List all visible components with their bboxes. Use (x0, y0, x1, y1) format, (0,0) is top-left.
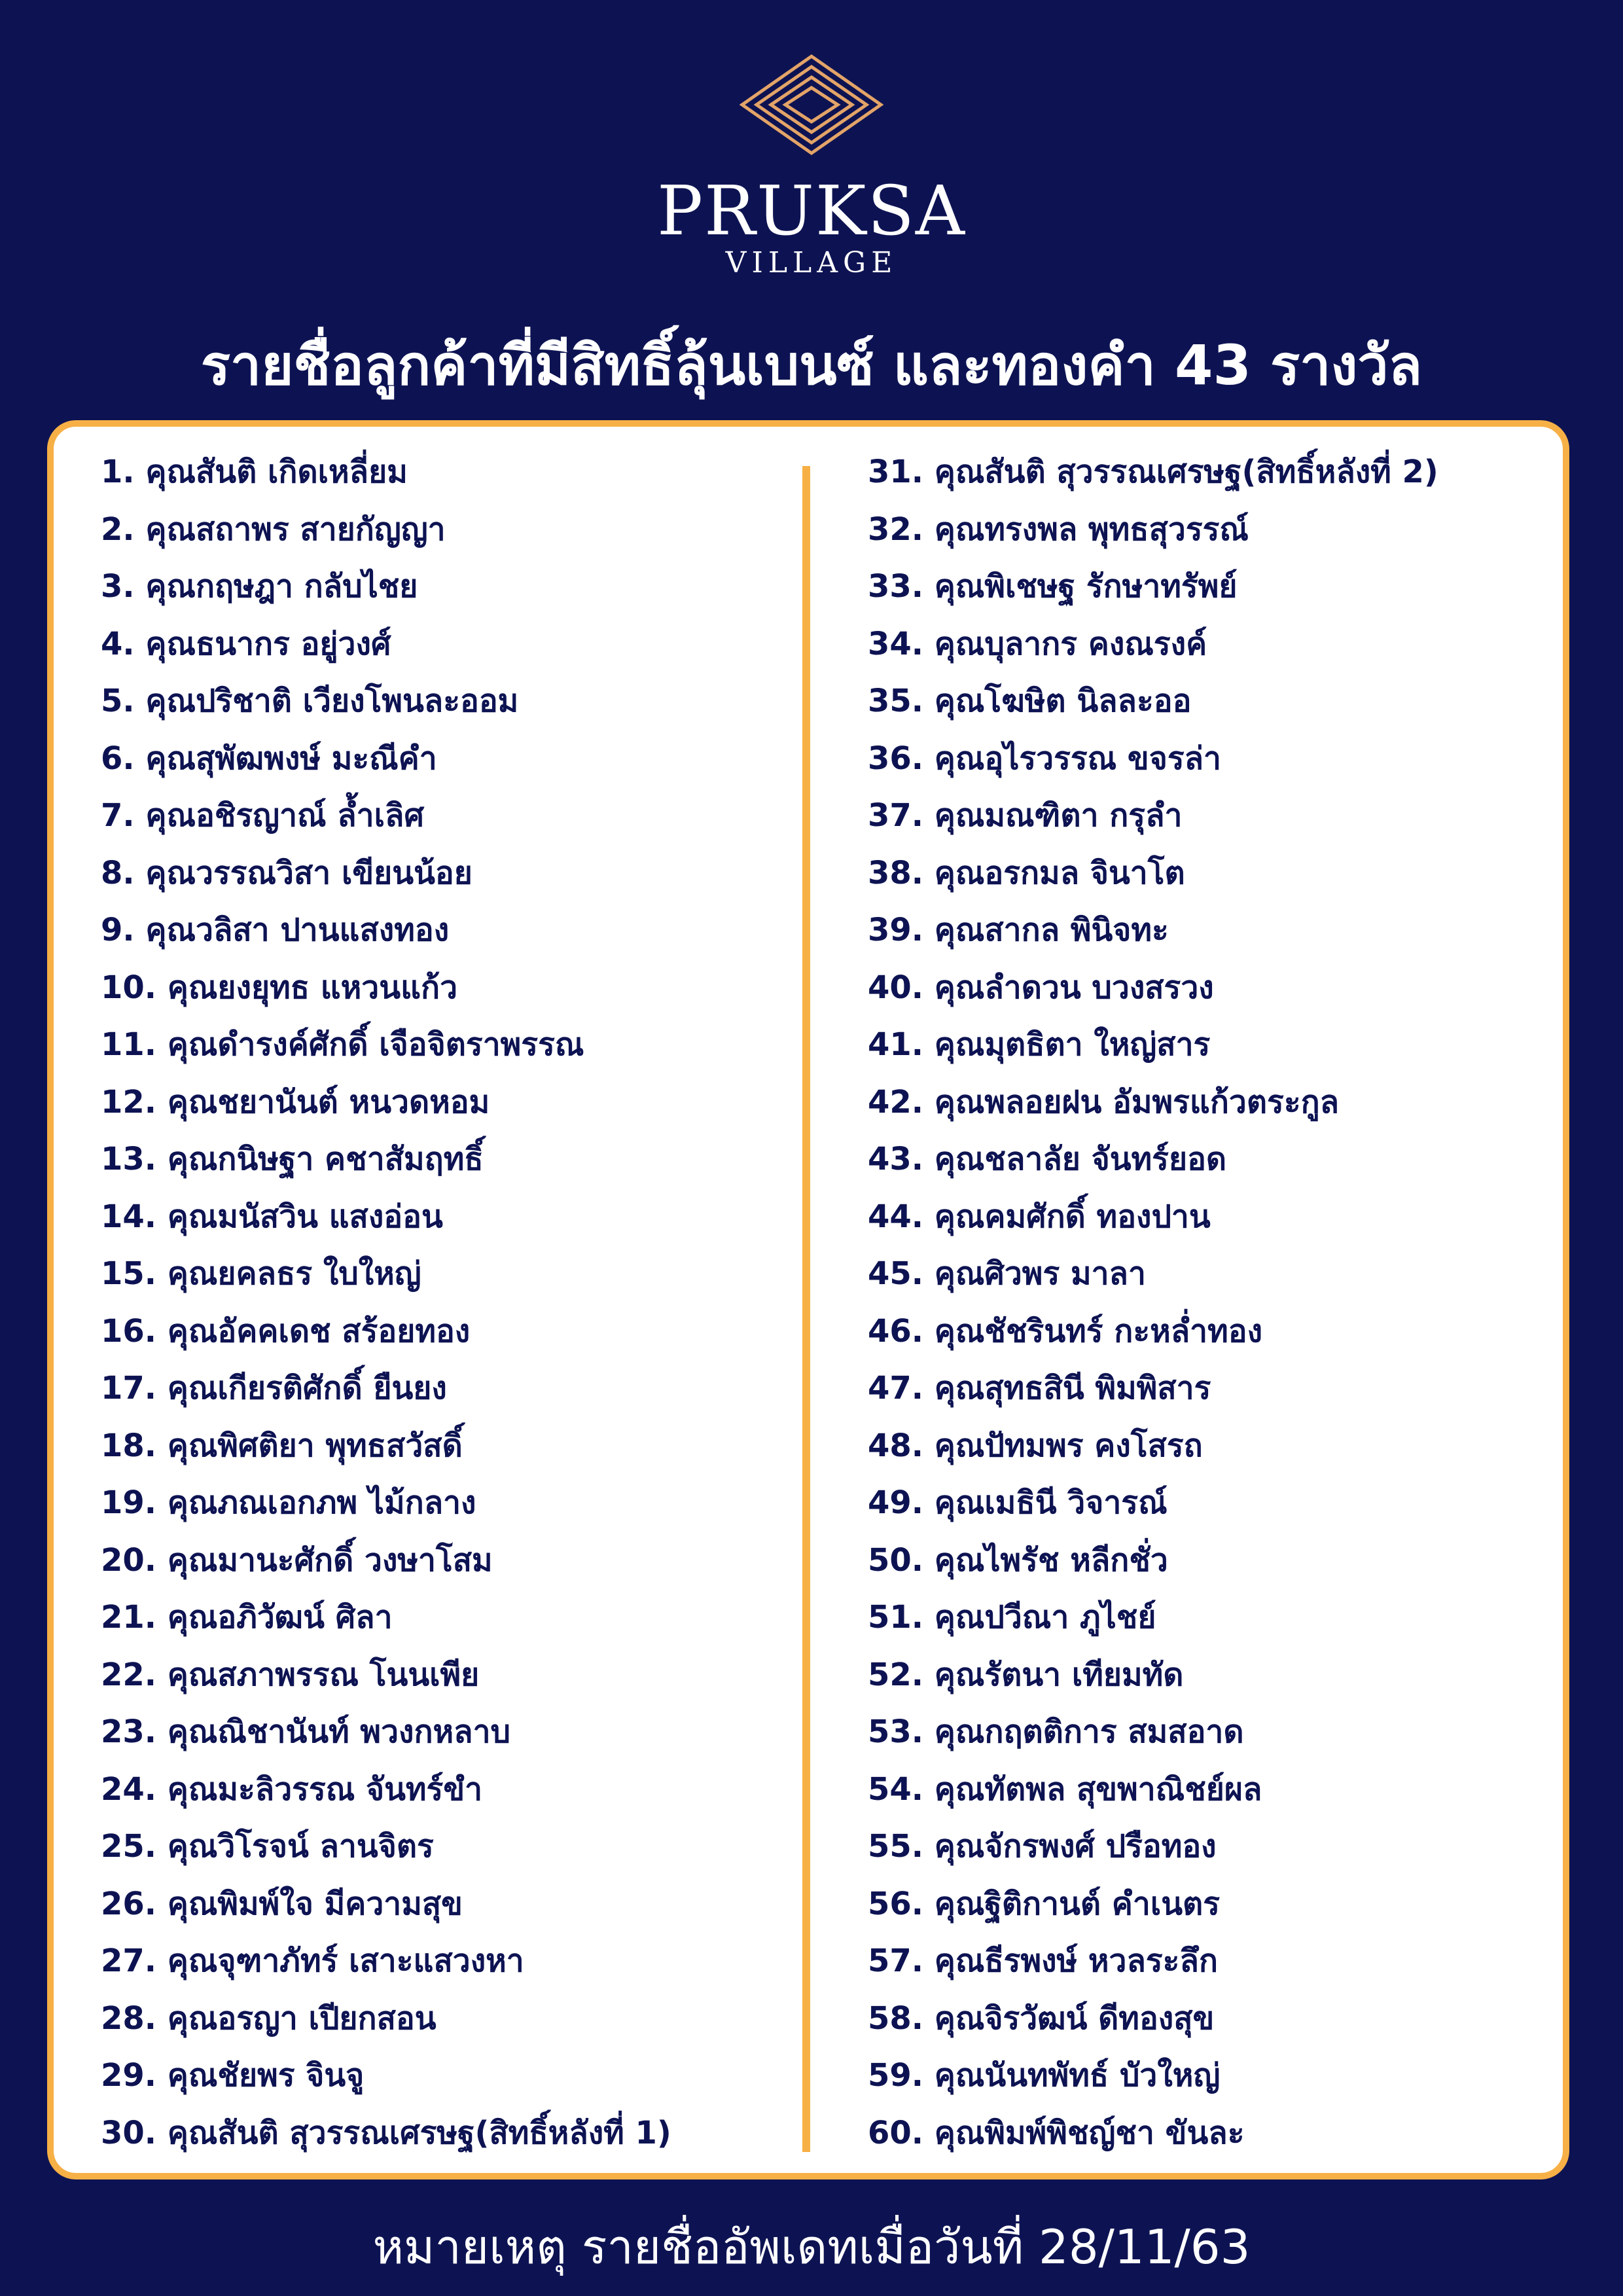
list-item: 42. คุณพลอยฝน อัมพรแก้วตระกูล (868, 1083, 1340, 1121)
list-item: 56. คุณฐิติกานต์ คำเนตร (868, 1885, 1220, 1922)
list-item: 50. คุณไพรัช หลีกชั่ว (868, 1541, 1168, 1579)
list-item: 40. คุณลำดวน บวงสรวง (868, 969, 1214, 1006)
list-item: 34. คุณบุลากร คงณรงค์ (868, 625, 1207, 662)
list-item: 23. คุณณิชานันท์ พวงกหลาบ (101, 1713, 510, 1750)
winners-list-right (868, 444, 1438, 2162)
list-item: 44. คุณคมศักดิ์ ทองปาน (868, 1198, 1211, 1235)
list-item: 39. คุณสากล พินิจทะ (868, 912, 1169, 948)
list-item: 30. คุณสันติ สุวรรณเศรษฐ(สิทธิ์หลังที่ 1) (101, 2114, 671, 2151)
diamond-emblem-icon (733, 52, 890, 157)
list-item: 10. คุณยงยุทธ แหวนแก้ว (101, 969, 458, 1006)
list-item: 60. คุณพิมพ์พิชญ์ชา ขันละ (868, 2114, 1245, 2151)
list-item: 5. คุณปริชาติ เวียงโพนละออม (101, 683, 519, 719)
list-item: 54. คุณทัตพล สุขพาณิชย์ผล (868, 1770, 1262, 1808)
list-item: 9. คุณวลิสา ปานแสงทอง (101, 912, 450, 948)
list-item: 7. คุณอชิรญาณ์ ล้ำเลิศ (101, 797, 424, 834)
list-item: 20. คุณมานะศักดิ์ วงษาโสม (101, 1541, 493, 1579)
list-item: 52. คุณรัตนา เทียมทัด (868, 1656, 1184, 1693)
brand-subtitle: VILLAGE (725, 246, 898, 279)
list-item: 18. คุณพิศติยา พุทธสวัสดิ์ (101, 1427, 463, 1464)
list-item: 16. คุณอัคคเดช สร้อยทอง (101, 1312, 471, 1350)
list-item: 6. คุณสุพัฒพงษ์ มะณีคำ (101, 740, 437, 777)
list-item: 26. คุณพิมพ์ใจ มีความสุข (101, 1885, 463, 1922)
list-item: 14. คุณมนัสวิน แสงอ่อน (101, 1198, 443, 1235)
list-item: 36. คุณอุไรวรรณ ขจรล่า (868, 740, 1221, 777)
winners-panel (47, 420, 1569, 2179)
list-item: 47. คุณสุทธสินี พิมพิสาร (868, 1370, 1211, 1407)
list-item: 25. คุณวิโรจน์ ลานจิตร (101, 1828, 434, 1865)
list-item: 37. คุณมณฑิตา กรุลำ (868, 797, 1183, 834)
list-item: 51. คุณปวีณา ภูไชย์ (868, 1599, 1156, 1636)
list-item: 28. คุณอรญา เปียกสอน (101, 2000, 437, 2037)
list-item: 17. คุณเกียรติศักดิ์ ยืนยง (101, 1370, 447, 1407)
list-item: 41. คุณมุตธิตา ใหญ่สาร (868, 1026, 1211, 1063)
list-item: 21. คุณอภิวัฒน์ ศิลา (101, 1599, 393, 1636)
list-item: 12. คุณชยานันต์ หนวดหอม (101, 1083, 490, 1121)
list-item: 1. คุณสันติ เกิดเหลี่ยม (101, 454, 408, 490)
list-item: 59. คุณนันทพัทธ์ บัวใหญ่ (868, 2057, 1221, 2094)
brand-name: PRUKSA (657, 171, 966, 251)
list-item: 33. คุณพิเชษฐ รักษาทรัพย์ (868, 568, 1238, 605)
list-item: 11. คุณดำรงค์ศักดิ์ เจือจิตราพรรณ (101, 1026, 584, 1063)
list-item: 13. คุณกนิษฐา คชาสัมฤทธิ์ (101, 1141, 484, 1177)
list-item: 2. คุณสถาพร สายกัญญา (101, 511, 446, 548)
list-item: 46. คุณชัชรินทร์ กะหล่ำทอง (868, 1312, 1263, 1350)
list-item: 49. คุณเมธินี วิจารณ์ (868, 1484, 1168, 1521)
list-item: 43. คุณชลาลัย จันทร์ยอด (868, 1141, 1227, 1177)
list-item: 24. คุณมะลิวรรณ จันทร์ขำ (101, 1770, 483, 1808)
list-item: 27. คุณจุฑาภัทร์ เสาะแสวงหา (101, 1943, 524, 1979)
list-item: 15. คุณยคลธร ใบใหญ่ (101, 1255, 421, 1292)
list-item: 45. คุณศิวพร มาลา (868, 1255, 1146, 1292)
winners-list-left (101, 444, 671, 2162)
page-title: รายชื่อลูกค้าที่มีสิทธิ์ลุ้นเบนซ์ และทองคำ 43 รางวัล (200, 333, 1423, 397)
list-item: 38. คุณอรกมล จินาโต (868, 854, 1185, 891)
column-divider (802, 466, 810, 2152)
list-item: 22. คุณสภาพรรณ โนนเพีย (101, 1656, 480, 1693)
list-item: 32. คุณทรงพล พุทธสุวรรณ์ (868, 511, 1249, 548)
list-item: 8. คุณวรรณวิสา เขียนน้อย (101, 854, 473, 891)
list-item: 19. คุณภณเอกภพ ไม้กลาง (101, 1484, 476, 1521)
list-item: 53. คุณกฤตติการ สมสอาด (868, 1713, 1244, 1750)
list-item: 29. คุณชัยพร จินจู (101, 2057, 365, 2094)
list-item: 57. คุณธีรพงษ์ หวลระลึก (868, 1943, 1218, 1979)
list-item: 31. คุณสันติ สุวรรณเศรษฐ(สิทธิ์หลังที่ 2) (868, 454, 1438, 490)
list-item: 58. คุณจิรวัฒน์ ดีทองสุข (868, 2000, 1215, 2037)
update-note: หมายเหตุ รายชื่ออัพเดทเมื่อวันที่ 28/11/63 (372, 2219, 1251, 2274)
list-item: 35. คุณโฆษิต นิลละออ (868, 683, 1192, 719)
list-item: 4. คุณธนากร อยู่วงศ์ (101, 625, 391, 662)
list-item: 55. คุณจักรพงศ์ ปรือทอง (868, 1828, 1217, 1865)
list-item: 48. คุณปัทมพร คงโสรถ (868, 1427, 1203, 1464)
list-item: 3. คุณกฤษฎา กลับไชย (101, 568, 418, 605)
brand-logo (0, 52, 1623, 278)
